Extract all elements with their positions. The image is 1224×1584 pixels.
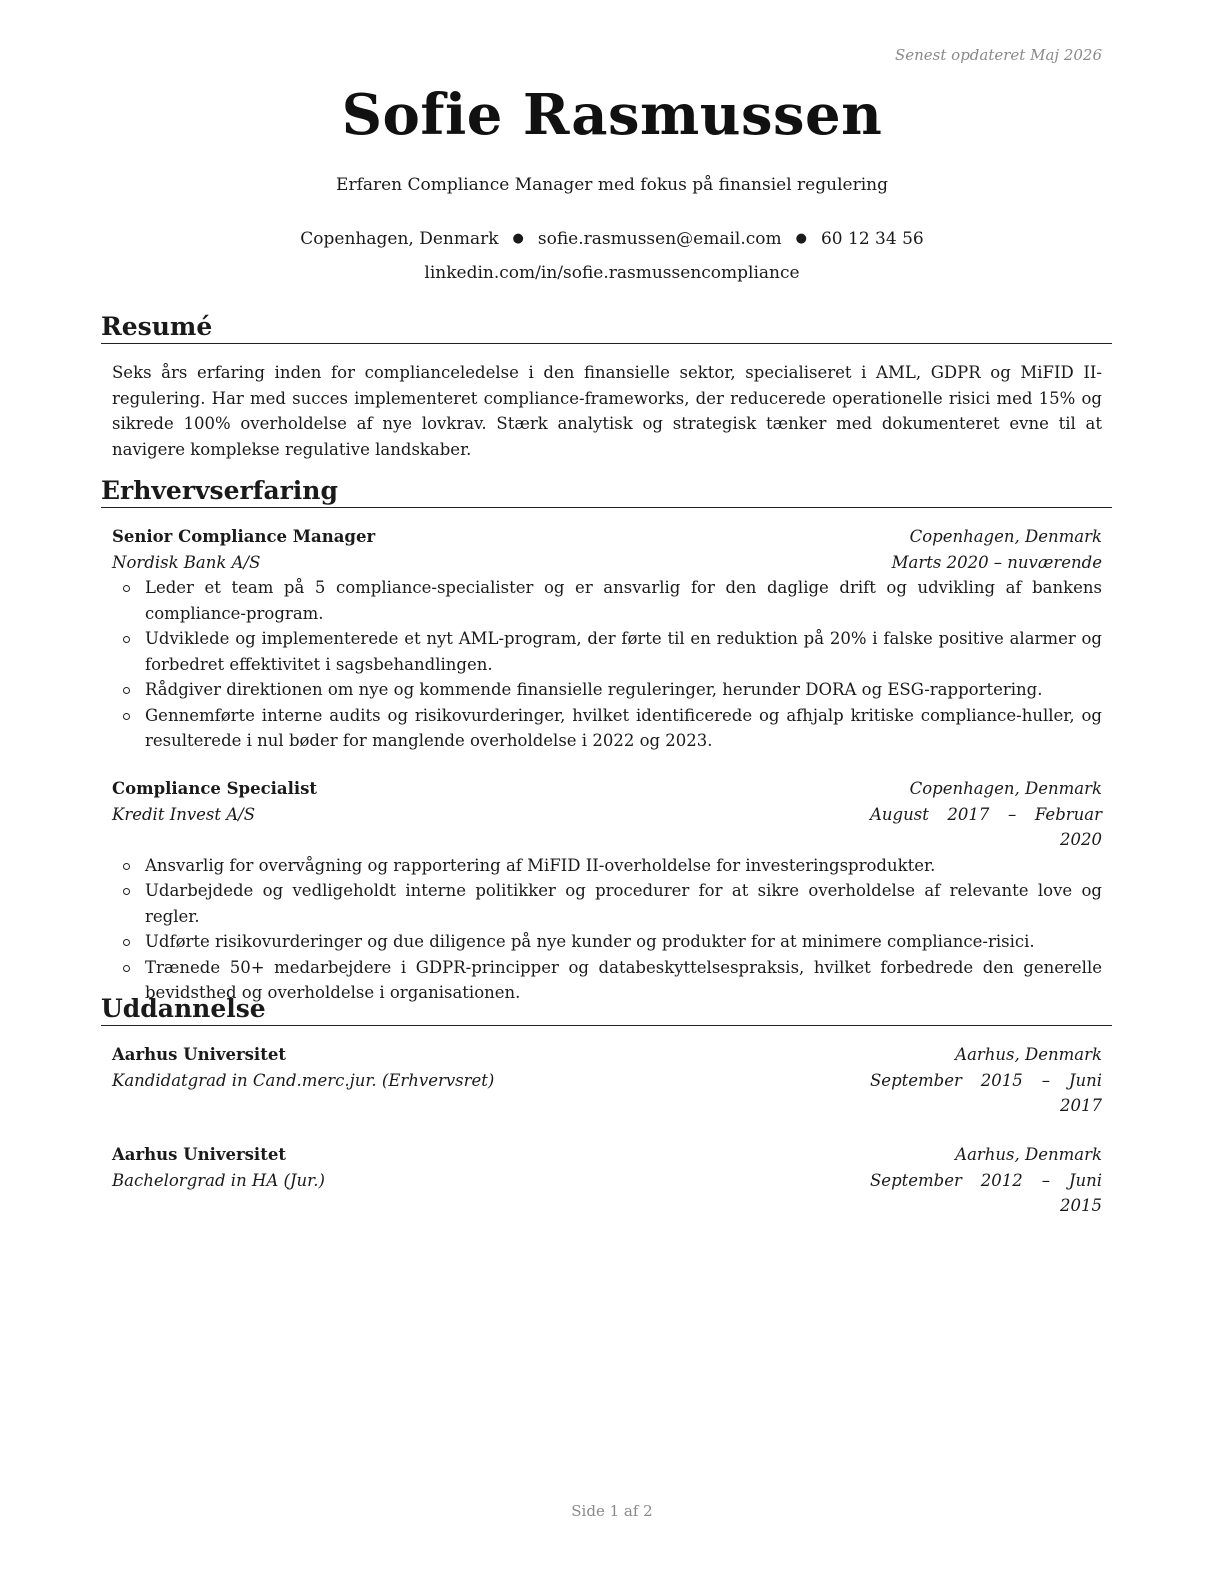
list-item: Gennemførte interne audits og risikovurderinger, hvilket identificerede og afhjalp kritiske compliance-huller, og resulterede i nul bøder for manglende overholdelse i 2022 og 2023. xyxy=(112,703,1102,754)
list-item: Ansvarlig for overvågning og rapportering af MiFID II-overholdelse for investeringsprodukter. xyxy=(112,853,1102,879)
list-item: Rådgiver direktionen om nye og kommende finansielle reguleringer, herunder DORA og ESG-rapportering. xyxy=(112,677,1102,703)
job-company: Nordisk Bank A/S xyxy=(112,552,261,572)
circle-bullet-icon xyxy=(123,585,130,592)
job-entry xyxy=(112,776,1102,1006)
circle-bullet-icon xyxy=(123,965,130,972)
bullet-separator-icon: ● xyxy=(795,231,807,246)
contact-email[interactable]: sofie.rasmussen@email.com xyxy=(537,229,782,249)
contact-phone: 60 12 34 56 xyxy=(820,229,924,249)
section-title-summary: Resumé xyxy=(101,312,1112,344)
education-dates: September 2012 – Juni 2015 xyxy=(870,1170,1102,1215)
job-company: Kredit Invest A/S xyxy=(112,804,256,824)
job-dates: Marts 2020 – nuværende xyxy=(891,552,1102,572)
degree-name: Kandidatgrad in Cand.merc.jur. (Erhvervsret) xyxy=(112,1070,495,1090)
job-location: Copenhagen, Denmark xyxy=(909,527,1102,546)
school-name: Aarhus Universitet xyxy=(112,1045,286,1064)
circle-bullet-icon xyxy=(123,713,130,720)
page-number: Side 1 af 2 xyxy=(571,1502,653,1520)
job-title: Senior Compliance Manager xyxy=(112,527,376,546)
circle-bullet-icon xyxy=(123,863,130,870)
circle-bullet-icon xyxy=(123,939,130,946)
education-dates: September 2015 – Juni 2017 xyxy=(870,1070,1102,1115)
section-title-experience: Erhvervserfaring xyxy=(101,476,1112,508)
contact-linkedin[interactable]: linkedin.com/in/sofie.rasmussencompliance xyxy=(424,263,800,283)
contact-line xyxy=(0,229,1224,249)
list-item: Udviklede og implementerede et nyt AML-program, der førte til en reduktion på 20% i falske positive alarmer og forbedret effektivitet i sagsbehandlingen. xyxy=(112,626,1102,677)
list-item: Udførte risikovurderinger og due diligence på nye kunder og produkter for at minimere compliance-risici. xyxy=(112,929,1102,955)
education-entry xyxy=(112,1042,1102,1119)
bullet-separator-icon: ● xyxy=(512,231,524,246)
circle-bullet-icon xyxy=(123,888,130,895)
job-bullets xyxy=(112,575,1102,754)
job-dates: August 2017 – Februar 2020 xyxy=(870,804,1102,849)
summary-text: Seks års erfaring inden for complianceledelse i den finansielle sektor, specialiseret i AML, GDPR og MiFID II-regulering. Har med succes implementeret compliance-frameworks, der reducerede operationelle risici med 15% og sikrede 100% overholdelse af nye lovkrav. Stærk analytisk og strategisk tænker med dokumenteret evne til at navigere komplekse regulative landskaber. xyxy=(112,363,1102,459)
job-location: Copenhagen, Denmark xyxy=(909,779,1102,798)
education-entry xyxy=(112,1142,1102,1219)
circle-bullet-icon xyxy=(123,636,130,643)
job-bullets xyxy=(112,853,1102,1006)
job-entry xyxy=(112,524,1102,754)
circle-bullet-icon xyxy=(123,687,130,694)
last-updated: Senest opdateret Maj 2026 xyxy=(894,46,1102,64)
tagline: Erfaren Compliance Manager med fokus på finansiel regulering xyxy=(336,175,888,195)
degree-name: Bachelorgrad in HA (Jur.) xyxy=(112,1170,325,1190)
job-title: Compliance Specialist xyxy=(112,779,318,798)
school-location: Aarhus, Denmark xyxy=(955,1145,1102,1164)
section-title-education: Uddannelse xyxy=(101,994,1112,1026)
contact-location: Copenhagen, Denmark xyxy=(300,229,499,249)
school-name: Aarhus Universitet xyxy=(112,1145,286,1164)
list-item: Trænede 50+ medarbejdere i GDPR-principper og databeskyttelsespraksis, hvilket forbedrede den generelle bevidsthed og overholdelse i organisationen. xyxy=(112,955,1102,1006)
school-location: Aarhus, Denmark xyxy=(955,1045,1102,1064)
list-item: Leder et team på 5 compliance-specialister og er ansvarlig for den daglige drift og udvikling af bankens compliance-program. xyxy=(112,575,1102,626)
candidate-name: Sofie Rasmussen xyxy=(341,82,883,148)
list-item: Udarbejdede og vedligeholdt interne politikker og procedurer for at sikre overholdelse af relevante love og regler. xyxy=(112,878,1102,929)
